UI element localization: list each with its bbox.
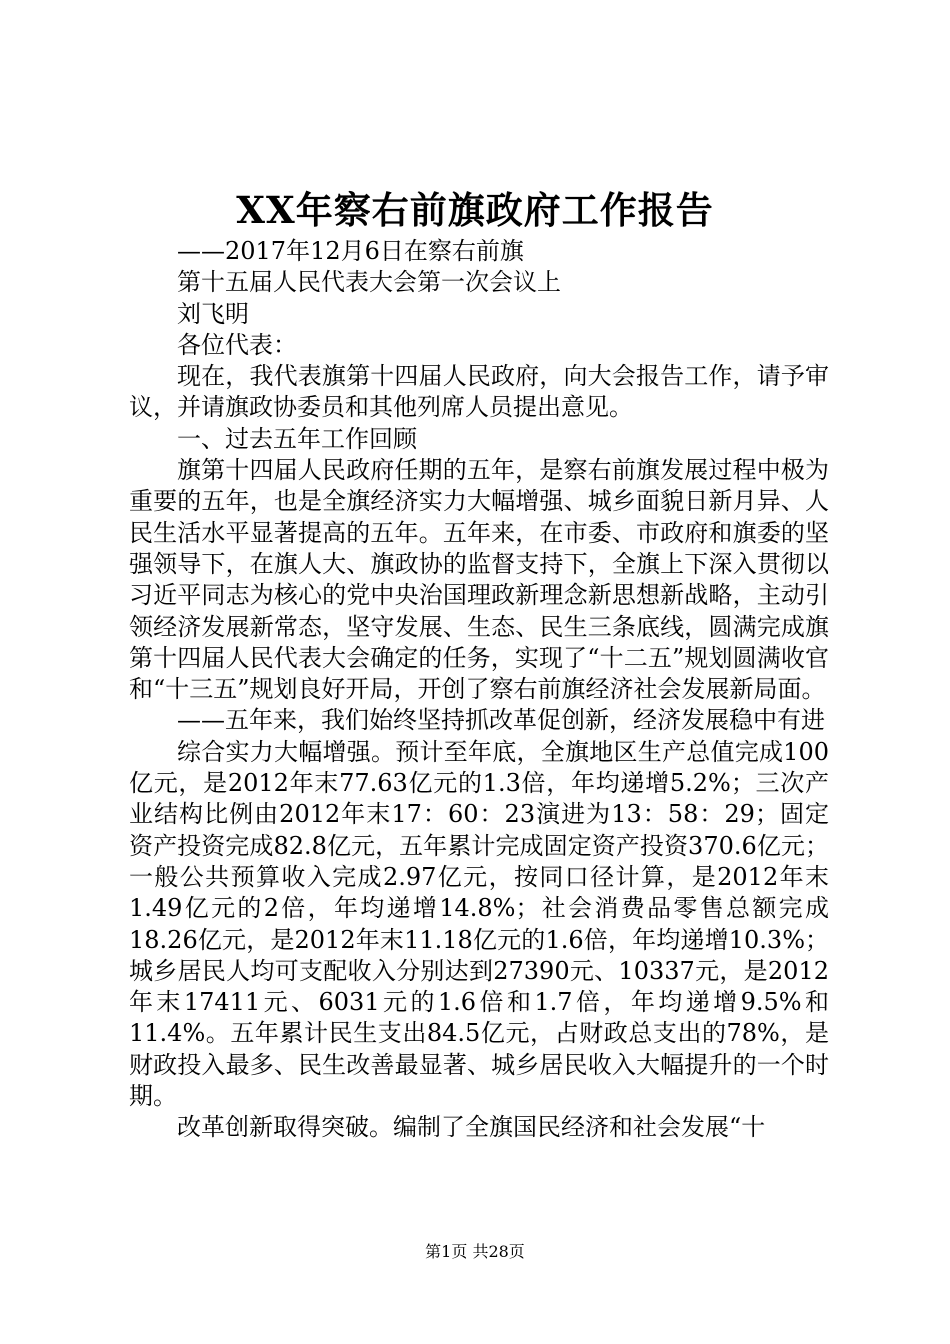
- subtitle-meeting-line: 第十五届人民代表大会第一次会议上: [177, 268, 561, 297]
- paragraph-intro: 现在，我代表旗第十四届人民政府，向大会报告工作，请予审议，并请旗政协委员和其他列席人员提出意见。: [129, 362, 829, 422]
- paragraph-strength: 综合实力大幅增强。预计至年底，全旗地区生产总值完成100亿元，是2012年末77.63亿元的1.3倍，年均递增5.2%；三次产业结构比例由2012年末17：60：23演进为13：58：29；固定资产投资完成82.8亿元，五年累计完成固定资产投资370.6亿元；一般公共预算收入完成2.97亿元，按同口径计算，是2012年末1.49亿元的2倍，年均递增14.8%；社会消费品零售总额完成18.26亿元，是2012年末11.18亿元的1.6倍，年均递增10.3%；城乡居民人均可支配收入分别达到27390元、10337元，是2012年末17411元、6031元的1.6倍和1.7倍，年均递增9.5%和11.4%。五年累计民生支出84.5亿元，占财政总支出的78%，是财政投入最多、民生改善最显著、城乡居民收入大幅提升的一个时期。: [129, 737, 829, 1111]
- section-heading: 一、过去五年工作回顾: [177, 424, 417, 453]
- document-body: [129, 236, 829, 1144]
- document-title: XX年察右前旗政府工作报告: [236, 188, 714, 232]
- paragraph-reform: 改革创新取得突破。编制了全旗国民经济和社会发展“十: [177, 1113, 766, 1142]
- page-number: 第1页 共28页: [425, 1242, 525, 1261]
- author-name: 刘飞明: [177, 299, 249, 328]
- paragraph-review: 旗第十四届人民政府任期的五年，是察右前旗发展过程中极为重要的五年，也是全旗经济实力大幅增强、城乡面貌日新月异、人民生活水平显著提高的五年。五年来，在市委、市政府和旗委的坚强领导下，在旗人大、旗政协的监督支持下，全旗上下深入贯彻以习近平同志为核心的党中央治国理政新理念新思想新战略，主动引领经济发展新常态，坚守发展、生态、民生三条底线，圆满完成旗第十四届人民代表大会确定的任务，实现了“十二五”规划圆满收官和“十三五”规划良好开局，开创了察右前旗经济社会发展新局面。: [129, 456, 829, 704]
- subsection-heading: ——五年来，我们始终坚持抓改革促创新，经济发展稳中有进: [177, 706, 825, 735]
- subtitle-date-line: ——2017年12月6日在察右前旗: [177, 237, 524, 265]
- salutation: 各位代表：: [177, 330, 297, 359]
